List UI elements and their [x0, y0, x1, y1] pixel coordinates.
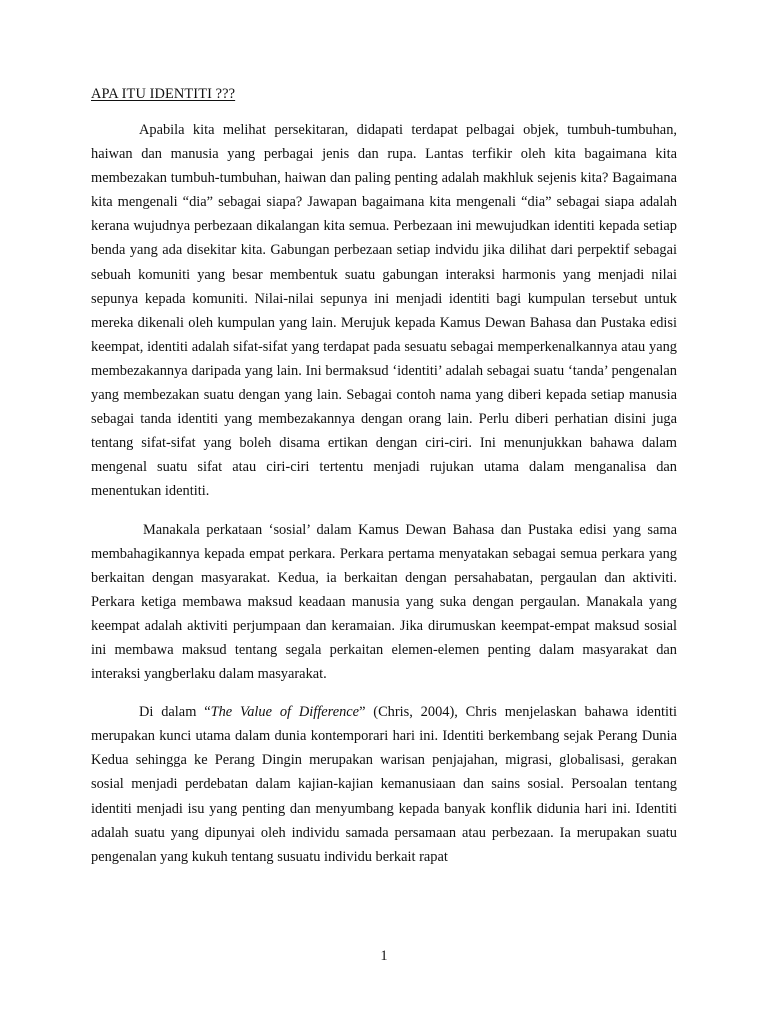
document-body: [91, 84, 677, 869]
paragraph-prefix: Di dalam “: [139, 704, 211, 721]
document-title: APA ITU IDENTITI ???: [91, 86, 236, 102]
paragraph-identiti: Apabila kita melihat persekitaran, didapati terdapat pelbagai objek, tumbuh-tumbuhan, haiwan dan manusia yang perbagai jenis dan rupa. Lantas terfikir oleh kita bagaimana kita membezakan tumbuh-tumbuhan, haiwan dan paling penting adalah makhluk sejenis kita? Bagaimana kita mengenali “dia” sebagai siapa? Jawapan bagaimana kita mengenali “dia” sebagai siapa adalah kerana wujudnya perbezaan dikalangan kita semua. Perbezaan ini mewujudkan identiti kepada setiap benda yang ada disekitar kita. Gabungan perbezaan setiap indvidu jika dilihat dari perpektif sebagai sebuah komuniti yang besar membentuk suatu gabungan interaksi harmonis yang menjadi nilai sepunya kepada komuniti. Nilai-nilai sepunya ini menjadi identiti bagi kumpulan tersebut untuk mereka dikenali oleh kumpulan yang lain. Merujuk kepada Kamus Dewan Bahasa dan Pustaka edisi keempat, identiti adalah sifat-sifat yang terdapat pada sesuatu sebagai memperkenalkannya atau yang membezakannya daripada yang lain. Ini bermaksud ‘identiti’ adalah sebagai suatu ‘tanda’ pengenalan yang membezakan suatu dengan yang lain. Sebagai contoh nama yang diberi kepada setiap manusia sebagai tanda identiti yang membezakannya dengan orang lain. Perlu diberi perhatian disini juga tentang sifat-sifat yang boleh disama ertikan dengan ciri-ciri. Ini menunjukkan bahawa dalam mengenal suatu sifat atau ciri-ciri tertentu menjadi rujukan utama dalam menganalisa dan menentukan identiti.: [91, 122, 677, 500]
book-title-citation: The Value of Difference: [210, 704, 360, 721]
paragraph-suffix: ” (Chris, 2004), Chris menjelaskan bahawa identiti merupakan kunci utama dalam dunia kontemporari hari ini. Identiti berkembang sejak Perang Dunia Kedua sehingga ke Perang Dingin merupakan warisan penjajahan, migrasi, globalisasi, gerakan sosial menjadi perdebatan dalam kajian-kajian kemanusiaan dan sains sosial. Persoalan tentang identiti menjadi isu yang penting dan menyumbang kepada banyak konflik didunia hari ini. Identiti adalah suatu yang dipunyai oleh individu samada persamaan atau perbezaan. Ia merupakan suatu pengenalan yang kukuh tentang susuatu individu berkait rapat: [91, 704, 678, 865]
paragraph-value-of-difference: [91, 700, 677, 869]
page-number: 1: [380, 948, 388, 964]
paragraph-sosial: Manakala perkataan ‘sosial’ dalam Kamus Dewan Bahasa dan Pustaka edisi yang sama membahagikannya kepada empat perkara. Perkara pertama menyatakan sebagai semua perkara yang berkaitan dengan masyarakat. Kedua, ia berkaitan dengan persahabatan, pergaulan dan aktiviti. Perkara ketiga membawa maksud keadaan manusia yang suka dengan pergaulan. Manakala yang keempat adalah aktiviti perjumpaan dan keramaian. Jika dirumuskan keempat-empat maksud sosial ini membawa maksud tentang segala perkaitan elemen-elemen penting dalam masyarakat dan interaksi yangberlaku dalam masyarakat.: [91, 521, 677, 683]
